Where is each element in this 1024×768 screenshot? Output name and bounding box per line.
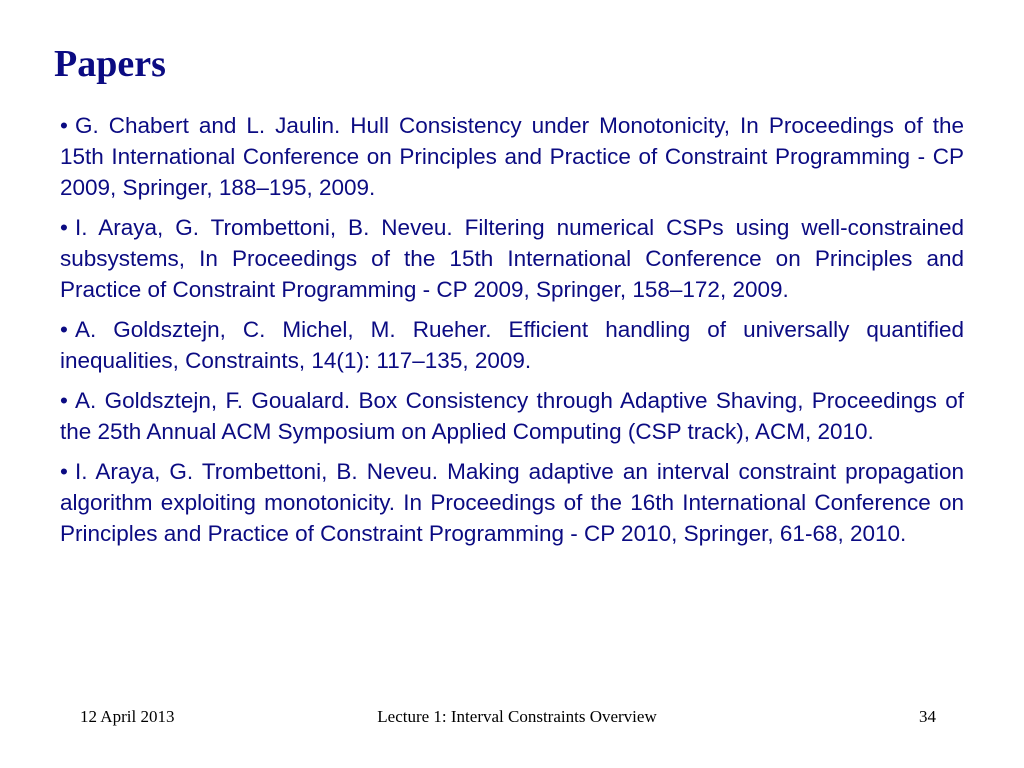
footer-lecture-title: Lecture 1: Interval Constraints Overview (377, 707, 657, 726)
footer-date: 12 April 2013 (80, 707, 175, 726)
bullet-icon: • (60, 317, 68, 342)
reference-text: G. Chabert and L. Jaulin. Hull Consistency under Monotonicity, In Proceedings of the 15th International Conference on Principles and Practice of Constraint Programming - CP 2009, Springer, 188–195, 2009. (60, 113, 964, 200)
bullet-icon: • (60, 459, 68, 484)
footer-page-number: 34 (919, 707, 936, 726)
reference-item (60, 110, 964, 203)
reference-item (60, 212, 964, 305)
reference-item (60, 456, 964, 549)
reference-item (60, 314, 964, 376)
reference-text: A. Goldsztejn, C. Michel, M. Rueher. Efficient handling of universally quantified inequalities, Constraints, 14(1): 117–135, 2009. (60, 317, 964, 373)
bullet-icon: • (60, 215, 68, 240)
bullet-icon: • (60, 388, 68, 413)
bullet-icon: • (60, 113, 68, 138)
reference-text: I. Araya, G. Trombettoni, B. Neveu. Filtering numerical CSPs using well-constrained subsystems, In Proceedings of the 15th International Conference on Principles and Practice of Constraint Programming - CP 2009, Springer, 158–172, 2009. (60, 215, 964, 302)
reference-list (60, 110, 964, 558)
reference-text: A. Goldsztejn, F. Goualard. Box Consistency through Adaptive Shaving, Proceedings of the 25th Annual ACM Symposium on Applied Computing (CSP track), ACM, 2010. (60, 388, 964, 444)
reference-item (60, 385, 964, 447)
slide-title: Papers (54, 43, 166, 85)
reference-text: I. Araya, G. Trombettoni, B. Neveu. Making adaptive an interval constraint propagation algorithm exploiting monotonicity. In Proceedings of the 16th International Conference on Principles and Practice of Constraint Programming - CP 2010, Springer, 61-68, 2010. (60, 459, 964, 546)
